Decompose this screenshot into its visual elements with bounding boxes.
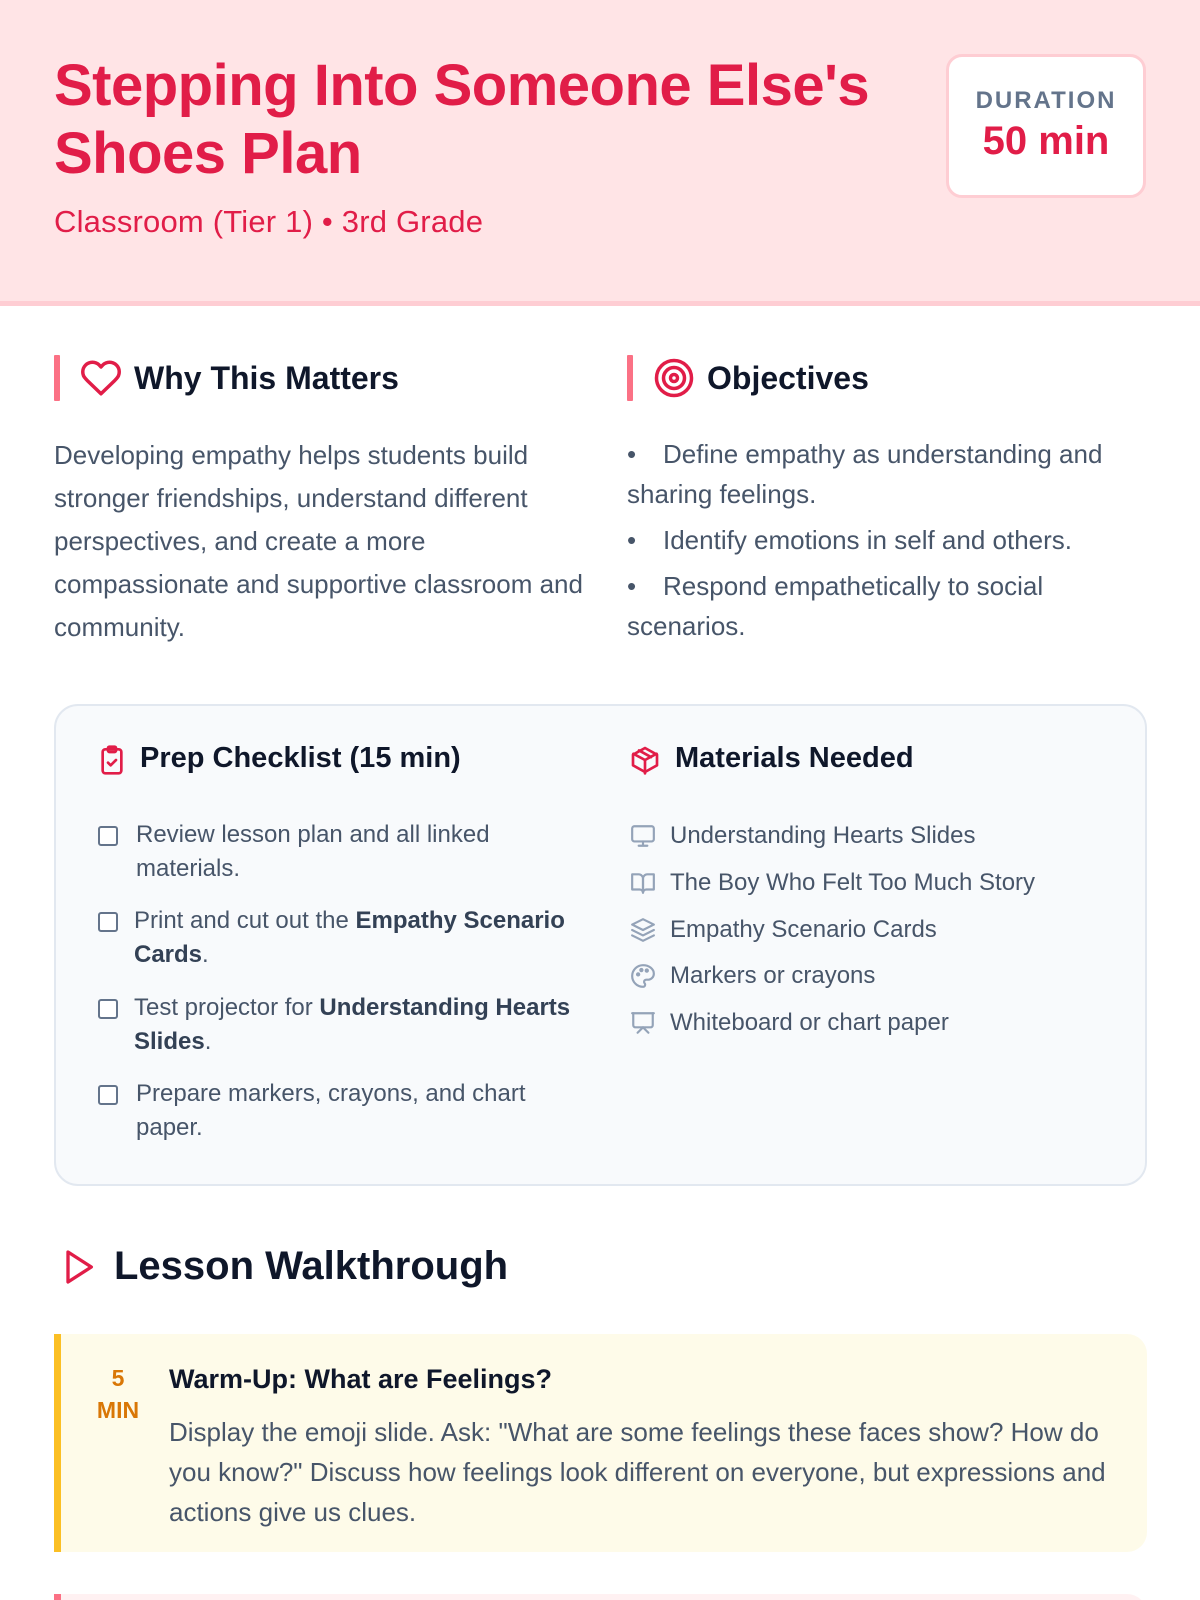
duration-card <box>946 54 1146 198</box>
objectives-section-heading <box>627 352 1167 402</box>
walkthrough-heading: Lesson Walkthrough <box>114 1244 509 1288</box>
list-item: • Respond empathetically to social scenarios. <box>627 571 1044 641</box>
heart-icon <box>80 357 122 399</box>
objectives-heading: Objectives <box>707 360 869 396</box>
step-description: Display the emoji slide. Ask: "What are some feelings these faces show? How do you know?" Discuss how feelings look different on everyone, but expressions and actions give us clues. <box>169 1417 1106 1527</box>
palette-icon <box>630 963 656 989</box>
page-title: Stepping Into Someone Else's Shoes Plan <box>54 53 870 186</box>
list-item: • Define empathy as understanding and sharing feelings. <box>627 439 1103 509</box>
why-section-heading <box>54 352 594 402</box>
monitor-icon <box>630 823 656 849</box>
duration-label: DURATION <box>975 87 1117 114</box>
lesson-step-next <box>54 1594 1147 1600</box>
checkbox[interactable] <box>98 826 118 846</box>
presentation-icon <box>630 1010 656 1036</box>
play-icon <box>58 1247 98 1287</box>
materials-heading: Materials Needed <box>675 742 914 774</box>
checkbox[interactable] <box>98 999 118 1019</box>
why-heading: Why This Matters <box>134 360 399 396</box>
clipboard-check-icon <box>96 744 128 776</box>
step-duration: 5 MIN <box>96 1365 140 1423</box>
lesson-header <box>0 0 1200 306</box>
accent-bar <box>54 355 60 401</box>
layers-icon <box>630 917 656 943</box>
checkbox[interactable] <box>98 1085 118 1105</box>
accent-bar <box>627 355 633 401</box>
step-title: Warm-Up: What are Feelings? <box>169 1364 553 1394</box>
duration-value: 50 min <box>982 119 1110 163</box>
prep-heading: Prep Checklist (15 min) <box>140 742 461 774</box>
objectives-list <box>627 434 1167 652</box>
package-icon <box>629 744 661 776</box>
target-icon <box>653 357 695 399</box>
list-item: • Identify emotions in self and others. <box>627 525 1073 555</box>
prep-materials-card: Prep Checklist (15 min) Review lesson plan and all linked materials. Print and cut out the Empathy Scenario Cards. Test projector for Understanding Hearts Slides. Prepare markers, crayons, and chart paper. Materials Needed Understanding Hearts Slides The Boy Who Felt Too Much Story Empathy Scenario Cards Markers or crayons Whiteboard or chart paper <box>54 704 1147 1186</box>
lesson-subtitle: Classroom (Tier 1) • 3rd Grade <box>54 204 484 239</box>
checkbox[interactable] <box>98 912 118 932</box>
lesson-step-warmup <box>54 1334 1147 1552</box>
book-open-icon <box>630 870 656 896</box>
why-text: Developing empathy helps students build stronger friendships, understand different perspectives, and create a more compassionate and supportive classroom and community. <box>54 440 583 642</box>
